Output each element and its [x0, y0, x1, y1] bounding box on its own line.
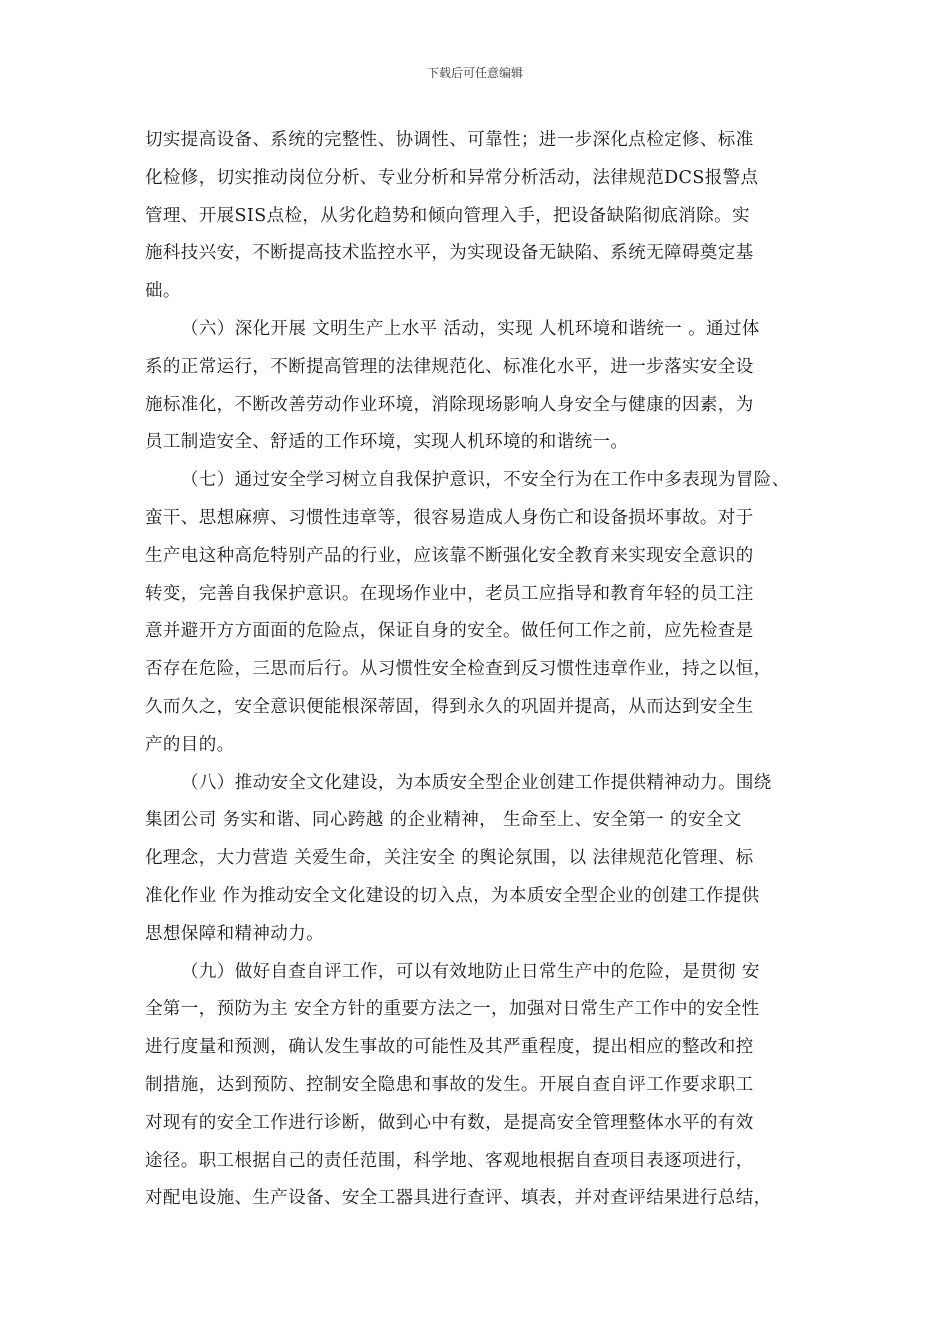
text-line: 生产电这种高危特别产品的行业，应该靠不断强化安全教育来实现安全意识的	[145, 545, 754, 566]
text-line: 思想保障和精神动力。	[145, 923, 324, 944]
text-line: 系的正常运行，不断提高管理的法律规范化、标准化水平，进一步落实安全设	[145, 356, 754, 377]
text-line: 化理念，大力营造 关爱生命，关注安全 的舆论氛围，以 法律规范化管理、标	[145, 848, 754, 869]
text-line: （八）推动安全文化建设，为本质安全型企业创建工作提供精神动力。围绕	[181, 772, 772, 793]
text-line: 切实提高设备、系统的完整性、协调性、可靠性；进一步深化点检定修、标准	[145, 130, 754, 150]
text-line: 化检修，切实推动岗位分析、专业分析和异常分析活动，法律规范DCS报警点	[145, 167, 759, 188]
text-line: 集团公司 务实和谐、同心跨越 的企业精神， 生命至上、安全第一 的安全文	[145, 810, 742, 831]
text-line: 意并避开方方面面的危险点，保证自身的安全。做任何工作之前，应先检查是	[145, 621, 754, 642]
text-line: 转变，完善自我保护意识。在现场作业中，老员工应指导和教育年轻的员工注	[145, 583, 754, 604]
text-line: （六）深化开展 文明生产上水平 活动，实现 人机环境和谐统一 。通过体	[181, 318, 760, 339]
text-line: 对现有的安全工作进行诊断，做到心中有数，是提高安全管理整体水平的有效	[145, 1112, 754, 1133]
header-note: 下载后可任意编辑	[426, 66, 523, 80]
text-line: 进行度量和预测，确认发生事故的可能性及其严重程度，提出相应的整改和控	[145, 1037, 754, 1058]
body-text	[145, 122, 815, 1218]
text-line: 久而久之，安全意识便能根深蒂固，得到永久的巩固并提高，从而达到安全生	[145, 696, 754, 717]
paragraph-six	[145, 311, 815, 462]
text-line: 全第一，预防为主 安全方针的重要方法之一，加强对日常生产工作中的安全性	[145, 999, 760, 1020]
text-line: 制措施，达到预防、控制安全隐患和事故的发生。开展自查自评工作要求职工	[145, 1074, 754, 1095]
text-line: 对配电设施、生产设备、安全工器具进行查评、填表，并对查评结果进行总结，	[145, 1188, 772, 1209]
text-line: 施标准化，不断改善劳动作业环境，消除现场影响人身安全与健康的因素，为	[145, 394, 754, 415]
text-line: 员工制造安全、舒适的工作环境，实现人机环境的和谐统一。	[145, 432, 629, 453]
text-line: 管理、开展SIS点检，从劣化趋势和倾向管理入手，把设备缺陷彻底消除。实	[145, 205, 750, 226]
text-line: 准化作业 作为推动安全文化建设的切入点，为本质安全型企业的创建工作提供	[145, 885, 760, 906]
text-line: （九）做好自查自评工作，可以有效地防止日常生产中的危险，是贯彻 安	[181, 961, 760, 982]
paragraph-continued	[145, 122, 815, 311]
text-line: 蛮干、思想麻痹、习惯性违章等，很容易造成人身伤亡和设备损坏事故。对于	[145, 507, 754, 528]
text-line: 施科技兴安，不断提高技术监控水平，为实现设备无缺陷、系统无障碍奠定基	[145, 243, 754, 264]
text-line: 础。	[145, 281, 181, 302]
text-line: 产的目的。	[145, 734, 235, 755]
paragraph-nine	[145, 954, 815, 1219]
paragraph-eight	[145, 765, 815, 954]
text-line: 途径。职工根据自己的责任范围，科学地、客观地根据自查项目表逐项进行，	[145, 1150, 754, 1171]
text-line: 否存在危险，三思而后行。从习惯性安全检查到反习惯性违章作业，持之以恒，	[145, 659, 772, 680]
text-line: （七）通过安全学习树立自我保护意识，不安全行为在工作中多表现为冒险、	[181, 470, 790, 491]
paragraph-seven	[145, 462, 815, 764]
